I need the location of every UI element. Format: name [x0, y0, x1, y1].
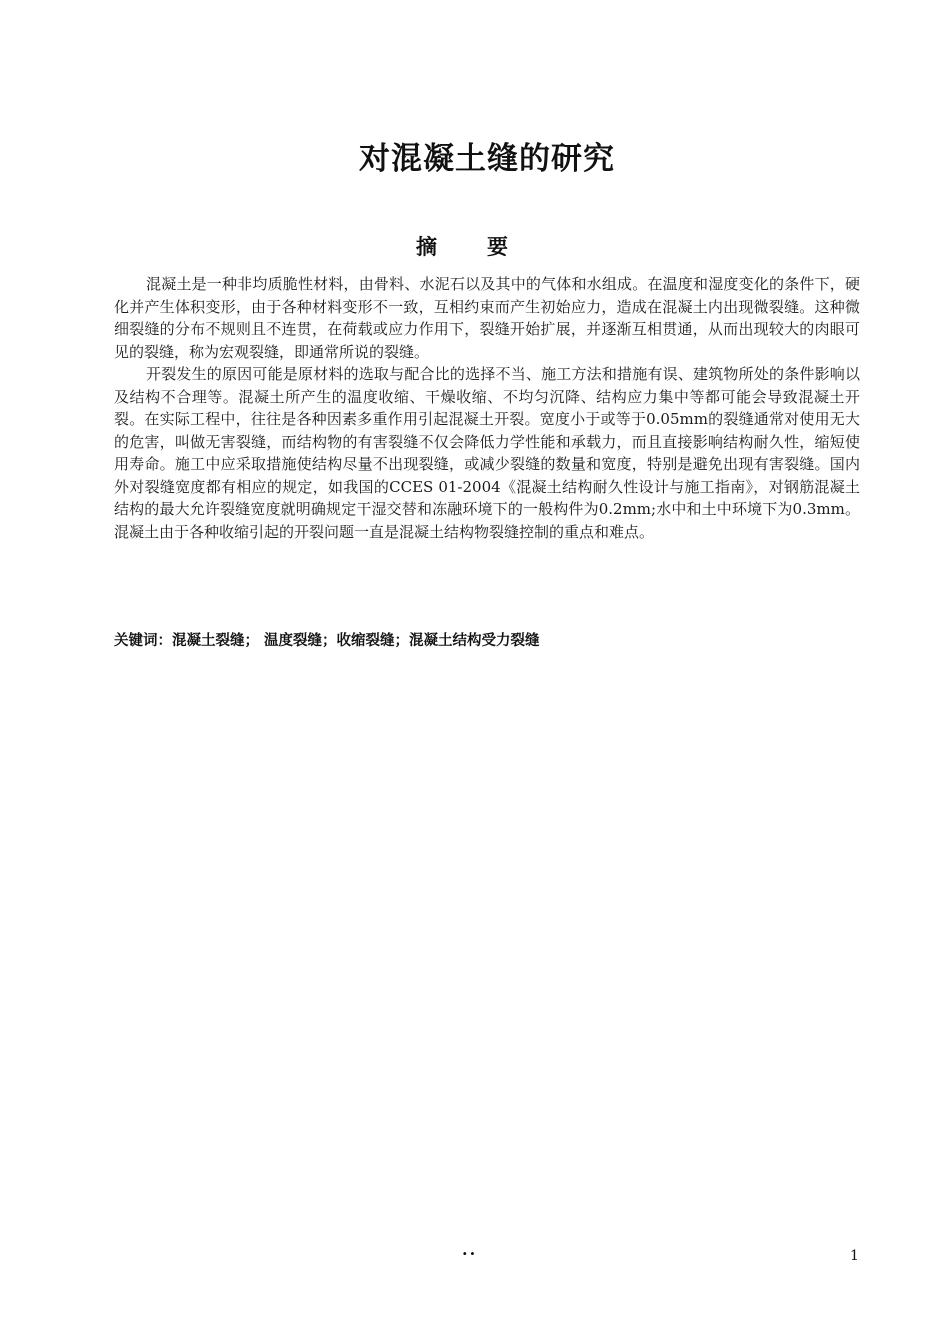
footer-dots: ·· [462, 1244, 478, 1263]
abstract-heading: 摘要 [416, 235, 558, 259]
abstract-paragraph: 开裂发生的原因可能是原材料的选取与配合比的选择不当、施工方法和措施有误、建筑物所处的条件影响以及结构不合理等。混凝土所产生的温度收缩、干燥收缩、不均匀沉降、结构应力集中等都可能会导致混凝土开裂。在实际工程中，往往是各种因素多重作用引起混凝土开裂。宽度小于或等于0.05mm的裂缝通常对使用无大的危害，叫做无害裂缝，而结构物的有害裂缝不仅会降低力学性能和承载力，而且直接影响结构耐久性，缩短使用寿命。施工中应采取措施使结构尽量不出现裂缝，或减少裂缝的数量和宽度，特别是避免出现有害裂缝。国内外对裂缝宽度都有相应的规定，如我国的CCES 01-2004《混凝土结构耐久性设计与施工指南》，对钢筋混凝土结构的最大允许裂缝宽度就明确规定干湿交替和冻融环境下的一般构件为0.2mm;水中和土中环境下为0.3mm。混凝土由于各种收缩引起的开裂问题一直是混凝土结构物裂缝控制的重点和难点。 [114, 365, 860, 541]
keywords-line: 关键词：混凝土裂缝； 温度裂缝；收缩裂缝；混凝土结构受力裂缝 [114, 633, 540, 649]
document-title: 对混凝土缝的研究 [359, 141, 615, 177]
page-number: 1 [850, 1248, 859, 1264]
abstract-body [114, 273, 860, 543]
abstract-paragraph: 混凝土是一种非均质脆性材料，由骨料、水泥石以及其中的气体和水组成。在温度和湿度变化的条件下，硬化并产生体积变形，由于各种材料变形不一致，互相约束而产生初始应力，造成在混凝土内出现微裂缝。这种微细裂缝的分布不规则且不连贯，在荷载或应力作用下，裂缝开始扩展，并逐渐互相贯通，从而出现较大的肉眼可见的裂缝，称为宏观裂缝，即通常所说的裂缝。 [114, 275, 860, 361]
